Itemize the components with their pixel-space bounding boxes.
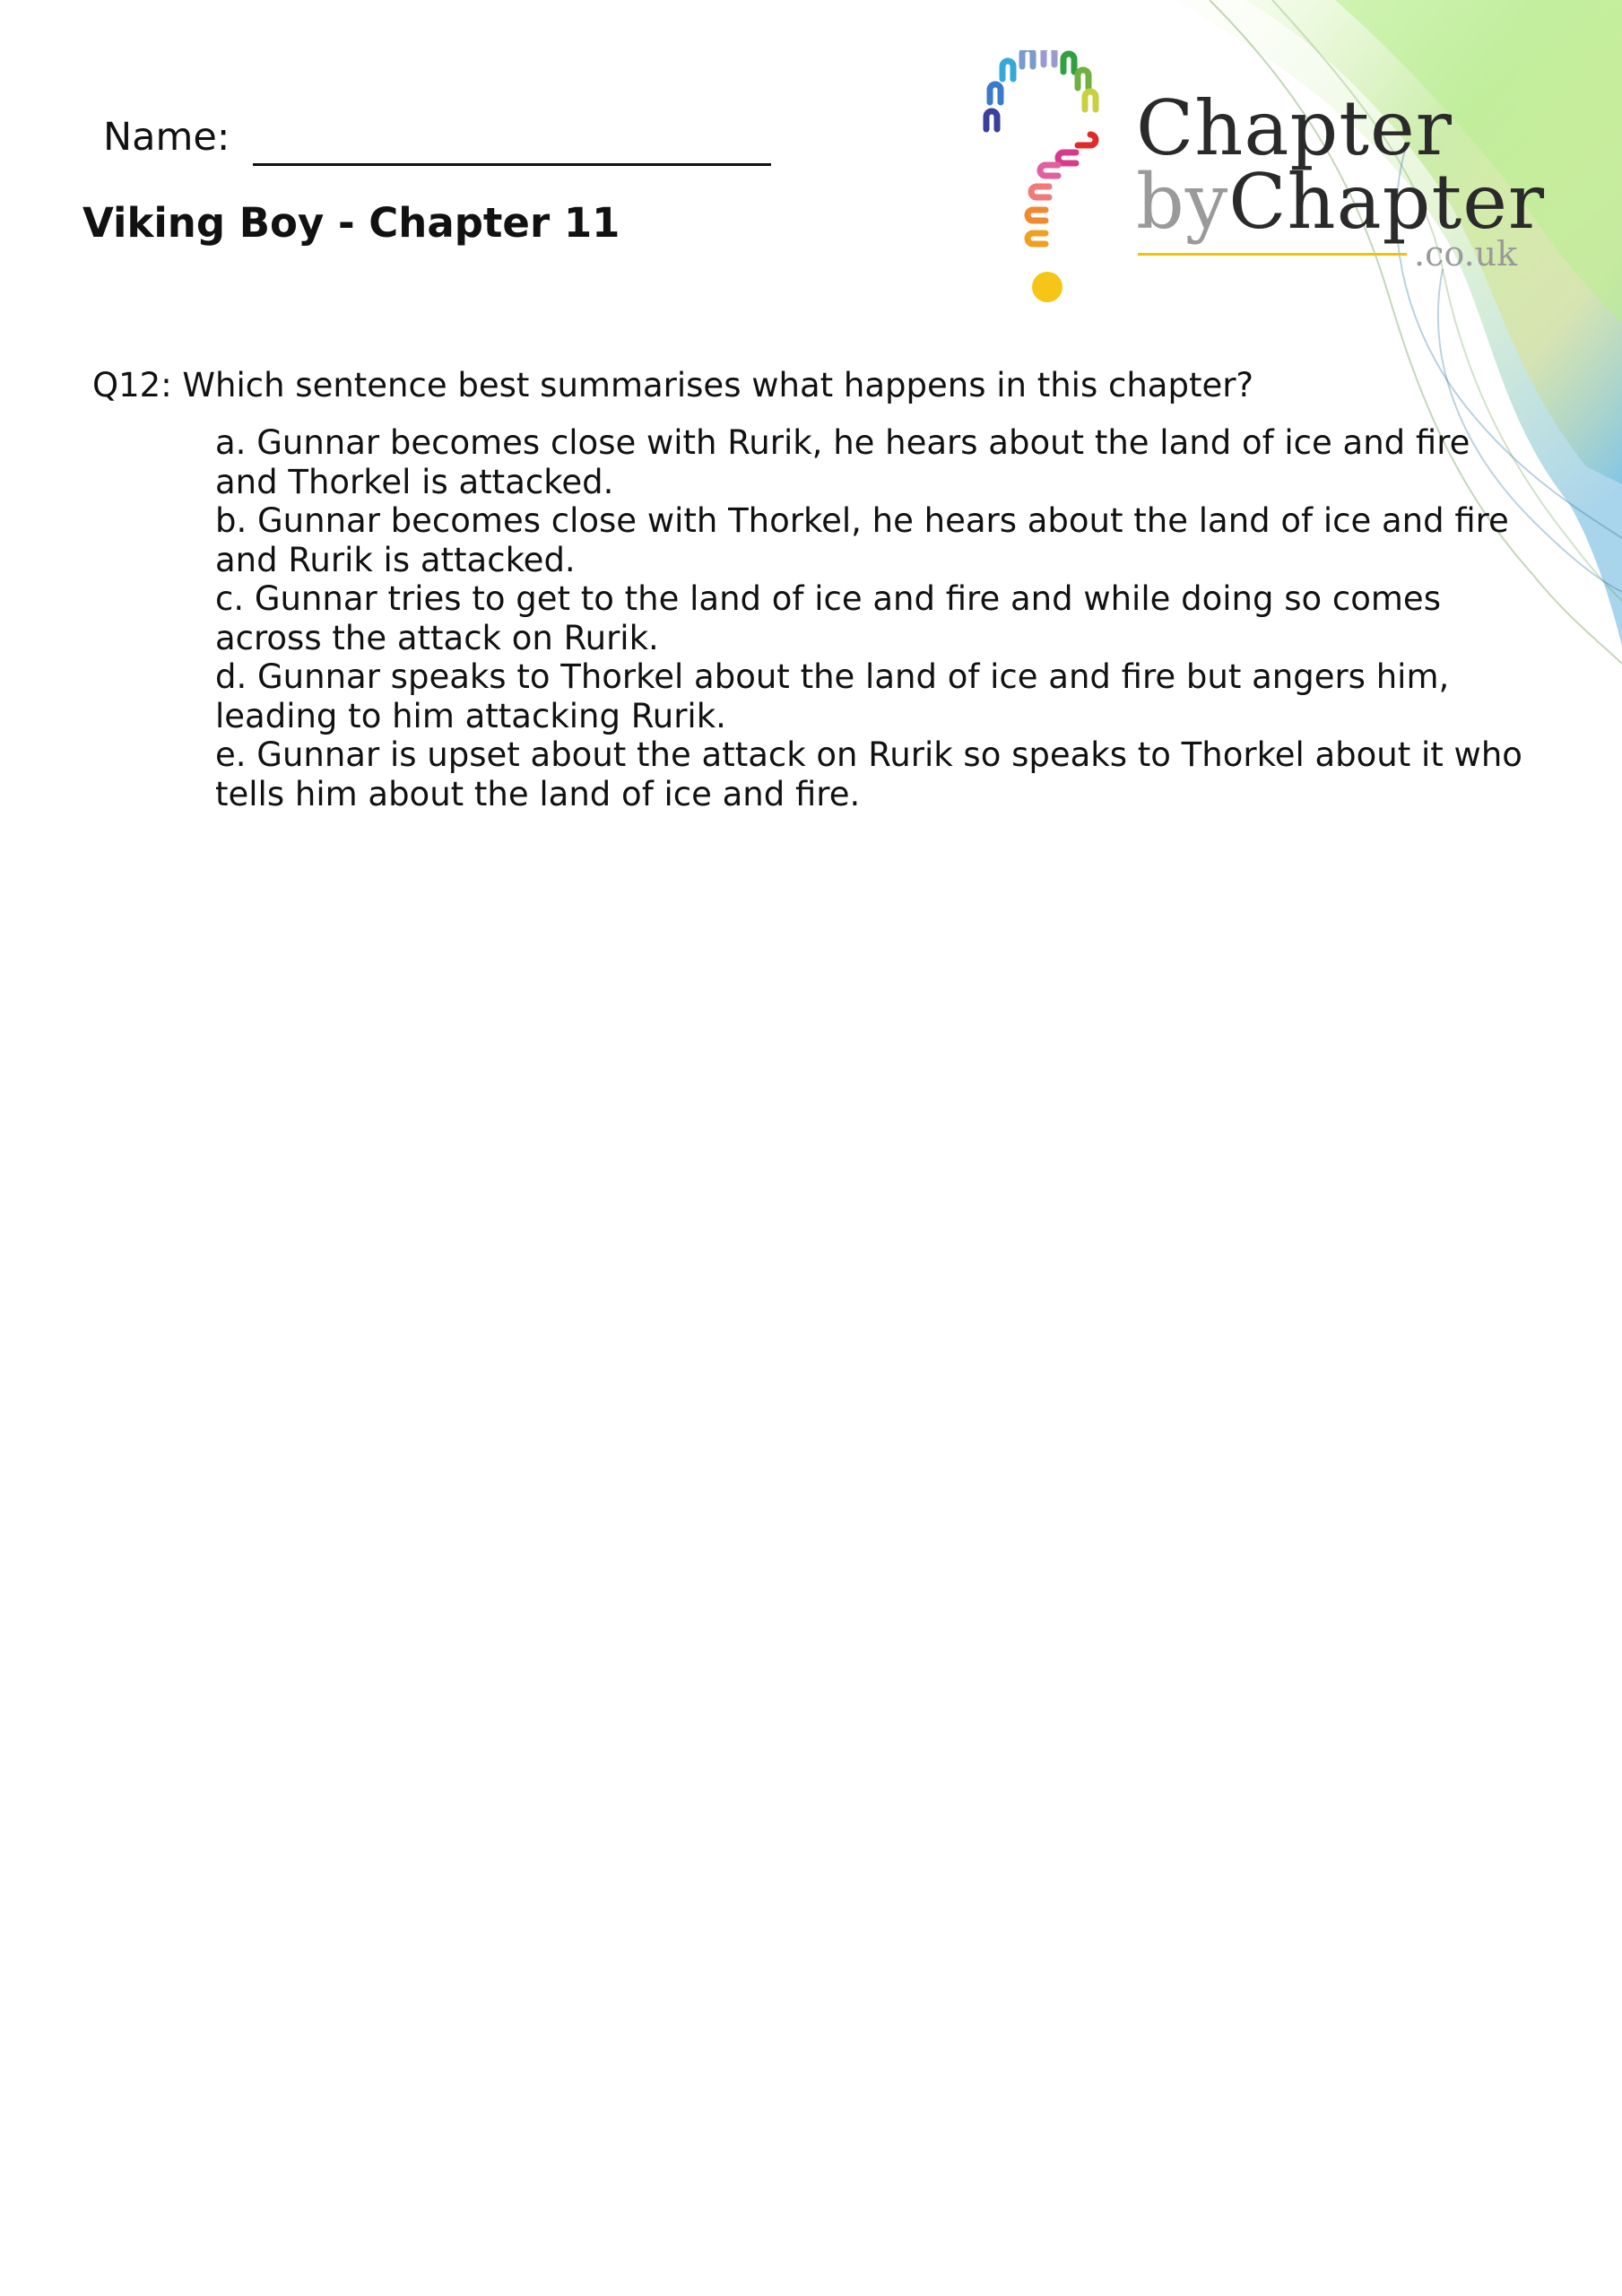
question-prompt: Q12: Which sentence best summarises what happens in this chapter? <box>92 366 1254 404</box>
option-e: e. Gunnar is upset about the attack on Rurik so speaks to Thorkel about it who tells him about the land of ice and fire. <box>215 735 1522 813</box>
logo-underline <box>1138 253 1407 256</box>
name-answer-line[interactable] <box>253 163 771 166</box>
name-label: Name: <box>103 115 230 160</box>
answer-options <box>215 423 1533 813</box>
question-mark-books-logo-icon <box>970 50 1123 310</box>
logo-domain: .co.uk <box>1414 234 1518 274</box>
logo-wordmark-chapter-2: Chapter <box>1228 158 1546 246</box>
page-title: Viking Boy - Chapter 11 <box>82 199 620 247</box>
option-b: b. Gunnar becomes close with Thorkel, he hears about the land of ice and fire and Rurik is attacked. <box>215 501 1509 579</box>
logo-wordmark-by: by <box>1136 158 1229 246</box>
logo-wordmark-chapter: Chapter <box>1136 84 1453 172</box>
logo-wordmark-bychapter <box>1136 158 1545 246</box>
option-c: c. Gunnar tries to get to the land of ice and fire and while doing so comes across the attack on Rurik. <box>215 579 1441 657</box>
chapter-by-chapter-logo <box>970 50 1562 310</box>
option-d: d. Gunnar speaks to Thorkel about the land of ice and fire but angers him, leading to him attacking Rurik. <box>215 657 1450 735</box>
option-a: a. Gunnar becomes close with Rurik, he hears about the land of ice and fire and Thorkel is attacked. <box>215 423 1470 501</box>
